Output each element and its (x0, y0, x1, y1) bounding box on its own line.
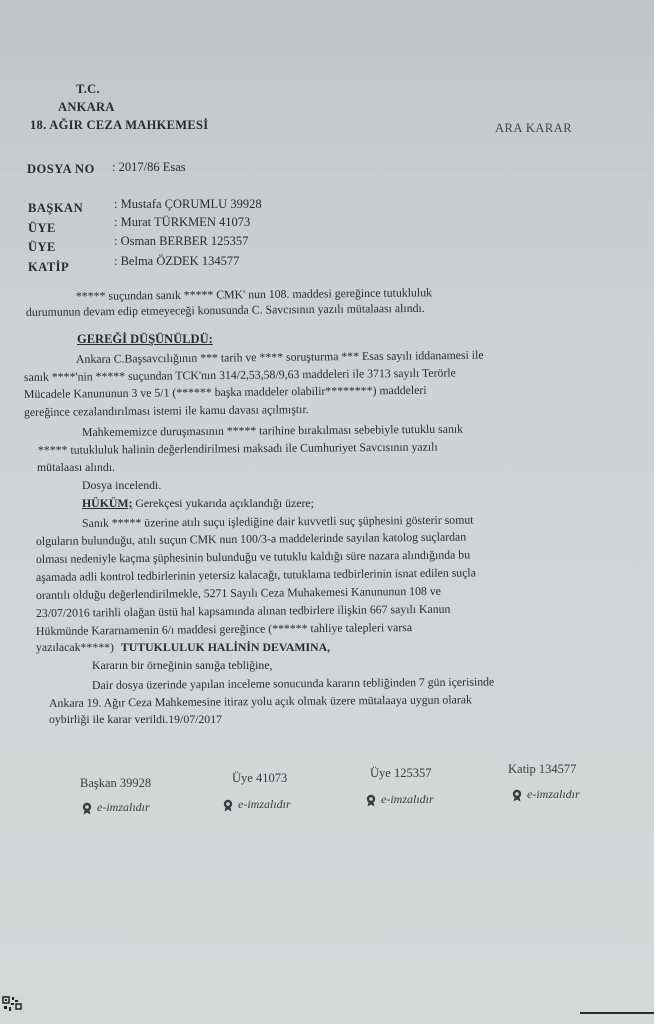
decision-type: ARA KARAR (495, 121, 573, 135)
para3-line-1: Sanık ***** üzerine atılı suçu işlediğine dair kuvvetli suç şüphesini gösterir somut (81, 512, 474, 530)
panel-value-katip: : Belma ÖZDEK 134577 (114, 254, 240, 268)
para4-line-1: Dair dosya üzerinde yapılan inceleme sonucunda kararın tebliğinden 7 gün içerisinde (91, 674, 495, 692)
para3-line-3: olması nedeniyle kaçma şüphesinin bulunduğu ve tutuklu kaldığı süre nazara alındığında bu (35, 547, 471, 566)
para1-line-1: Ankara C.Başsavcılığının *** tarih ve **** soruşturma *** Esas sayılı iddanamesi ile (75, 347, 484, 366)
dosya-label: DOSYA NO (27, 162, 95, 176)
para3-line-8 (36, 640, 330, 655)
intro-line-1: ***** suçundan sanık ***** CMK' nun 108. maddesi gereğince tutukluluk (75, 285, 433, 303)
para3-line-4: aşamada adli kontrol tedbirlerinin yetersiz kalacağı, tutuklama tedbirlerinin isnat edilen suçla (35, 565, 476, 584)
intro-line-2: durumunun devam edip etmeyeceği konusunda C. Savcısının yazılı mütalaası alındı. (25, 300, 425, 319)
city-heading: ANKARA (58, 100, 115, 114)
esign-baskan (80, 800, 150, 815)
para4-line-3: oybirliği ile karar verildi.19/07/2017 (49, 712, 222, 726)
seal-icon (221, 798, 235, 812)
para3-line-6: 23/07/2016 tarihli olağan üstü hal kapsamında alınan tedbirlere ilişkin 667 sayılı Kanun (35, 601, 451, 620)
panel-role-katip: KATİP (28, 260, 70, 274)
devam-text: TUTUKLULUK HALİNİN DEVAMINA, (120, 640, 331, 654)
esign-uye-2 (364, 792, 434, 807)
esign-text-baskan: e-imzalıdır (97, 800, 150, 814)
signature-title-katip: Katip 134577 (508, 762, 577, 776)
dosya-incelendi: Dosya incelendi. (82, 478, 162, 492)
page-edge-line (580, 1012, 654, 1014)
panel-role-uye-2: ÜYE (28, 240, 56, 254)
esign-text-uye-1: e-imzalıdır (238, 797, 291, 811)
seal-icon (364, 793, 378, 807)
para4-line-2: Ankara 19. Ağır Ceza Mahkemesine itiraz yolu açık olmak üzere mütalaaya uygun olarak (48, 692, 472, 710)
dosya-value: : 2017/86 Esas (112, 160, 186, 174)
qr-code-icon (2, 995, 24, 1013)
hukum-line (82, 496, 314, 511)
panel-value-uye-2: : Osman BERBER 125357 (114, 234, 249, 248)
teblig-text: Kararın bir örneğinin sanığa tebliğine, (92, 658, 273, 672)
para2-line-1: Mahkememizce duruşmasının ***** tarihine bırakılması sebebiyle tutuklu sanık (81, 421, 464, 439)
court-heading: 18. AĞIR CEZA MAHKEMESİ (30, 118, 209, 132)
esign-katip (510, 787, 580, 802)
para2-line-3: mütalaası alındı. (37, 460, 115, 474)
seal-icon (510, 788, 524, 802)
signature-title-uye-2: Üye 125357 (370, 766, 432, 780)
para3-line-7: Hükmünde Kararnamenin 6/ı maddesi gereğince (****** tahliye talepleri varsa (35, 620, 413, 638)
panel-role-baskan: BAŞKAN (28, 201, 84, 215)
para2-line-2: ***** tutukluluk halinin değerlendirilmesi maksadı ile Cumhuriyet Savcısının yazılı (37, 439, 438, 457)
para1-line-4: gereğince cezalandırılması istemi ile kamu davası açılmıştır. (23, 402, 309, 419)
gereği-title: GEREĞİ DÜŞÜNÜLDÜ: (77, 332, 213, 346)
para1-line-3: Mücadele Kanununun 3 ve 5/1 (****** başka maddeler olabilir********) maddeleri (23, 382, 427, 401)
esign-text-uye-2: e-imzalıdır (381, 792, 434, 806)
para3-line-2: olguların bulunduğu, atılı suçun CMK nun 100/3-a maddelerinde sayılan katolog suçlardan (35, 529, 467, 548)
tc-heading: T.C. (76, 82, 100, 96)
para1-line-2: sanık ****'nin ***** suçundan TCK'nın 314/2,53,58/9,63 maddeleri ile 3713 sayılı Terörle (23, 365, 456, 384)
hukum-label: HÜKÜM; (82, 496, 133, 510)
hukum-rest: Gerekçesi yukarıda açıklandığı üzere; (132, 496, 314, 510)
signature-title-uye-1: Üye 41073 (232, 771, 288, 785)
esign-uye-1 (221, 797, 291, 812)
panel-role-uye-1: ÜYE (28, 221, 56, 235)
signature-title-baskan: Başkan 39928 (80, 776, 152, 790)
panel-value-baskan: : Mustafa ÇORUMLU 39928 (114, 197, 262, 211)
seal-icon (80, 801, 94, 815)
para3-line-8-text: yazılacak*****) (36, 640, 114, 654)
para3-line-5: orantılı olduğu değerlendirilmekle, 5271 Sayılı Ceza Muhakemesi Kanununun 108 ve (35, 583, 441, 602)
esign-text-katip: e-imzalıdır (527, 787, 580, 801)
panel-value-uye-1: : Murat TÜRKMEN 41073 (114, 215, 251, 229)
